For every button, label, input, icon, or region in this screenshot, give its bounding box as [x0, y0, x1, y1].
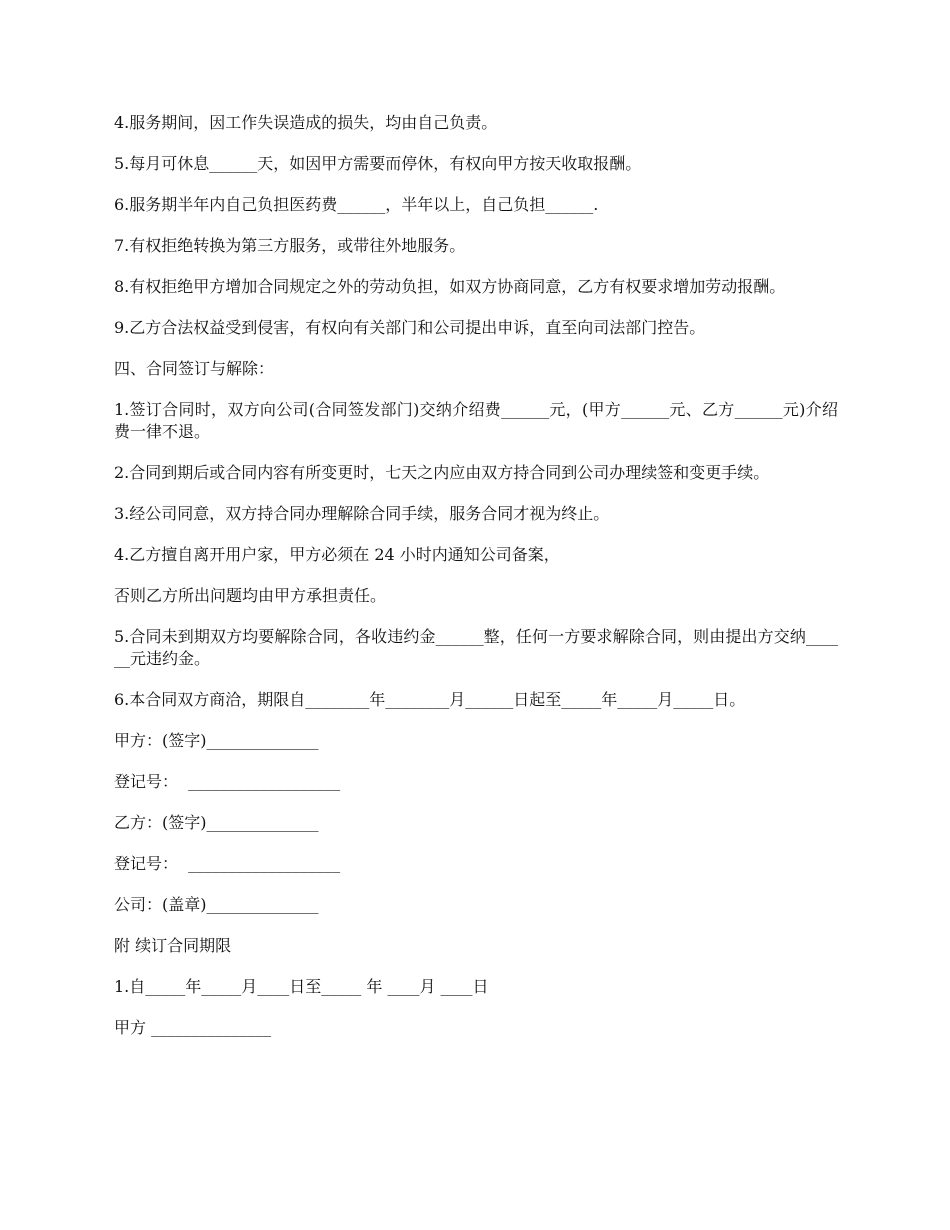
- signing-clause-1-fee: 1.签订合同时，双方向公司(合同签发部门)交纳介绍费______元，(甲方______元、乙方______元)介绍费一律不退。: [114, 400, 838, 441]
- signing-clause-3-termination: 3.经公司同意，双方持合同办理解除合同手续，服务合同才视为终止。: [114, 504, 610, 523]
- renewal-period-line: 1.自_____年_____月____日至_____ 年 ____月 ____日: [114, 977, 489, 996]
- clause-9-rights: 9.乙方合法权益受到侵害，有权向有关部门和公司提出申诉，直至向司法部门控告。: [114, 318, 706, 337]
- party-a-signature-line: 甲方：(签字)______________: [114, 731, 319, 750]
- signing-clause-2-renewal: 2.合同到期后或合同内容有所变更时，七天之内应由双方持合同到公司办理续签和变更手续。: [114, 463, 770, 482]
- party-a-registration-line: 登记号： ___________________: [114, 772, 341, 791]
- clause-4-liability: 4.服务期间，因工作失误造成的损失，均由自己负责。: [114, 113, 498, 132]
- section-heading-signing-termination: 四、合同签订与解除：: [114, 359, 275, 378]
- party-b-registration-line: 登记号： ___________________: [114, 854, 341, 873]
- appendix-heading: 附 续订合同期限: [114, 936, 232, 955]
- renewal-party-a-line: 甲方 _______________: [114, 1018, 272, 1037]
- signing-clause-4-notify: 4.乙方擅自离开用户家，甲方必须在 24 小时内通知公司备案，: [114, 545, 560, 564]
- clause-8-extra-labor: 8.有权拒绝甲方增加合同规定之外的劳动负担，如双方协商同意，乙方有权要求增加劳动报酬。: [114, 277, 786, 296]
- signing-clause-6-term: 6.本合同双方商洽，期限自________年________月______日起至_____年_____月_____日。: [114, 690, 746, 709]
- signing-clause-4-responsibility: 否则乙方所出问题均由甲方承担责任。: [114, 586, 387, 605]
- clause-6-medical-cost: 6.服务期半年内自己负担医药费______，半年以上，自己负担______.: [114, 195, 599, 214]
- clause-5-rest-days: 5.每月可休息______天，如因甲方需要而停休，有权向甲方按天收取报酬。: [114, 154, 642, 173]
- company-seal-line: 公司：(盖章)______________: [114, 895, 319, 914]
- party-b-signature-line: 乙方：(签字)______________: [114, 813, 319, 832]
- signing-clause-5-penalty: 5.合同未到期双方均要解除合同，各收违约金______整，任何一方要求解除合同，则由提出方交纳______元违约金。: [114, 627, 838, 668]
- document-body: [114, 112, 838, 1058]
- clause-7-refuse-transfer: 7.有权拒绝转换为第三方服务，或带往外地服务。: [114, 236, 466, 255]
